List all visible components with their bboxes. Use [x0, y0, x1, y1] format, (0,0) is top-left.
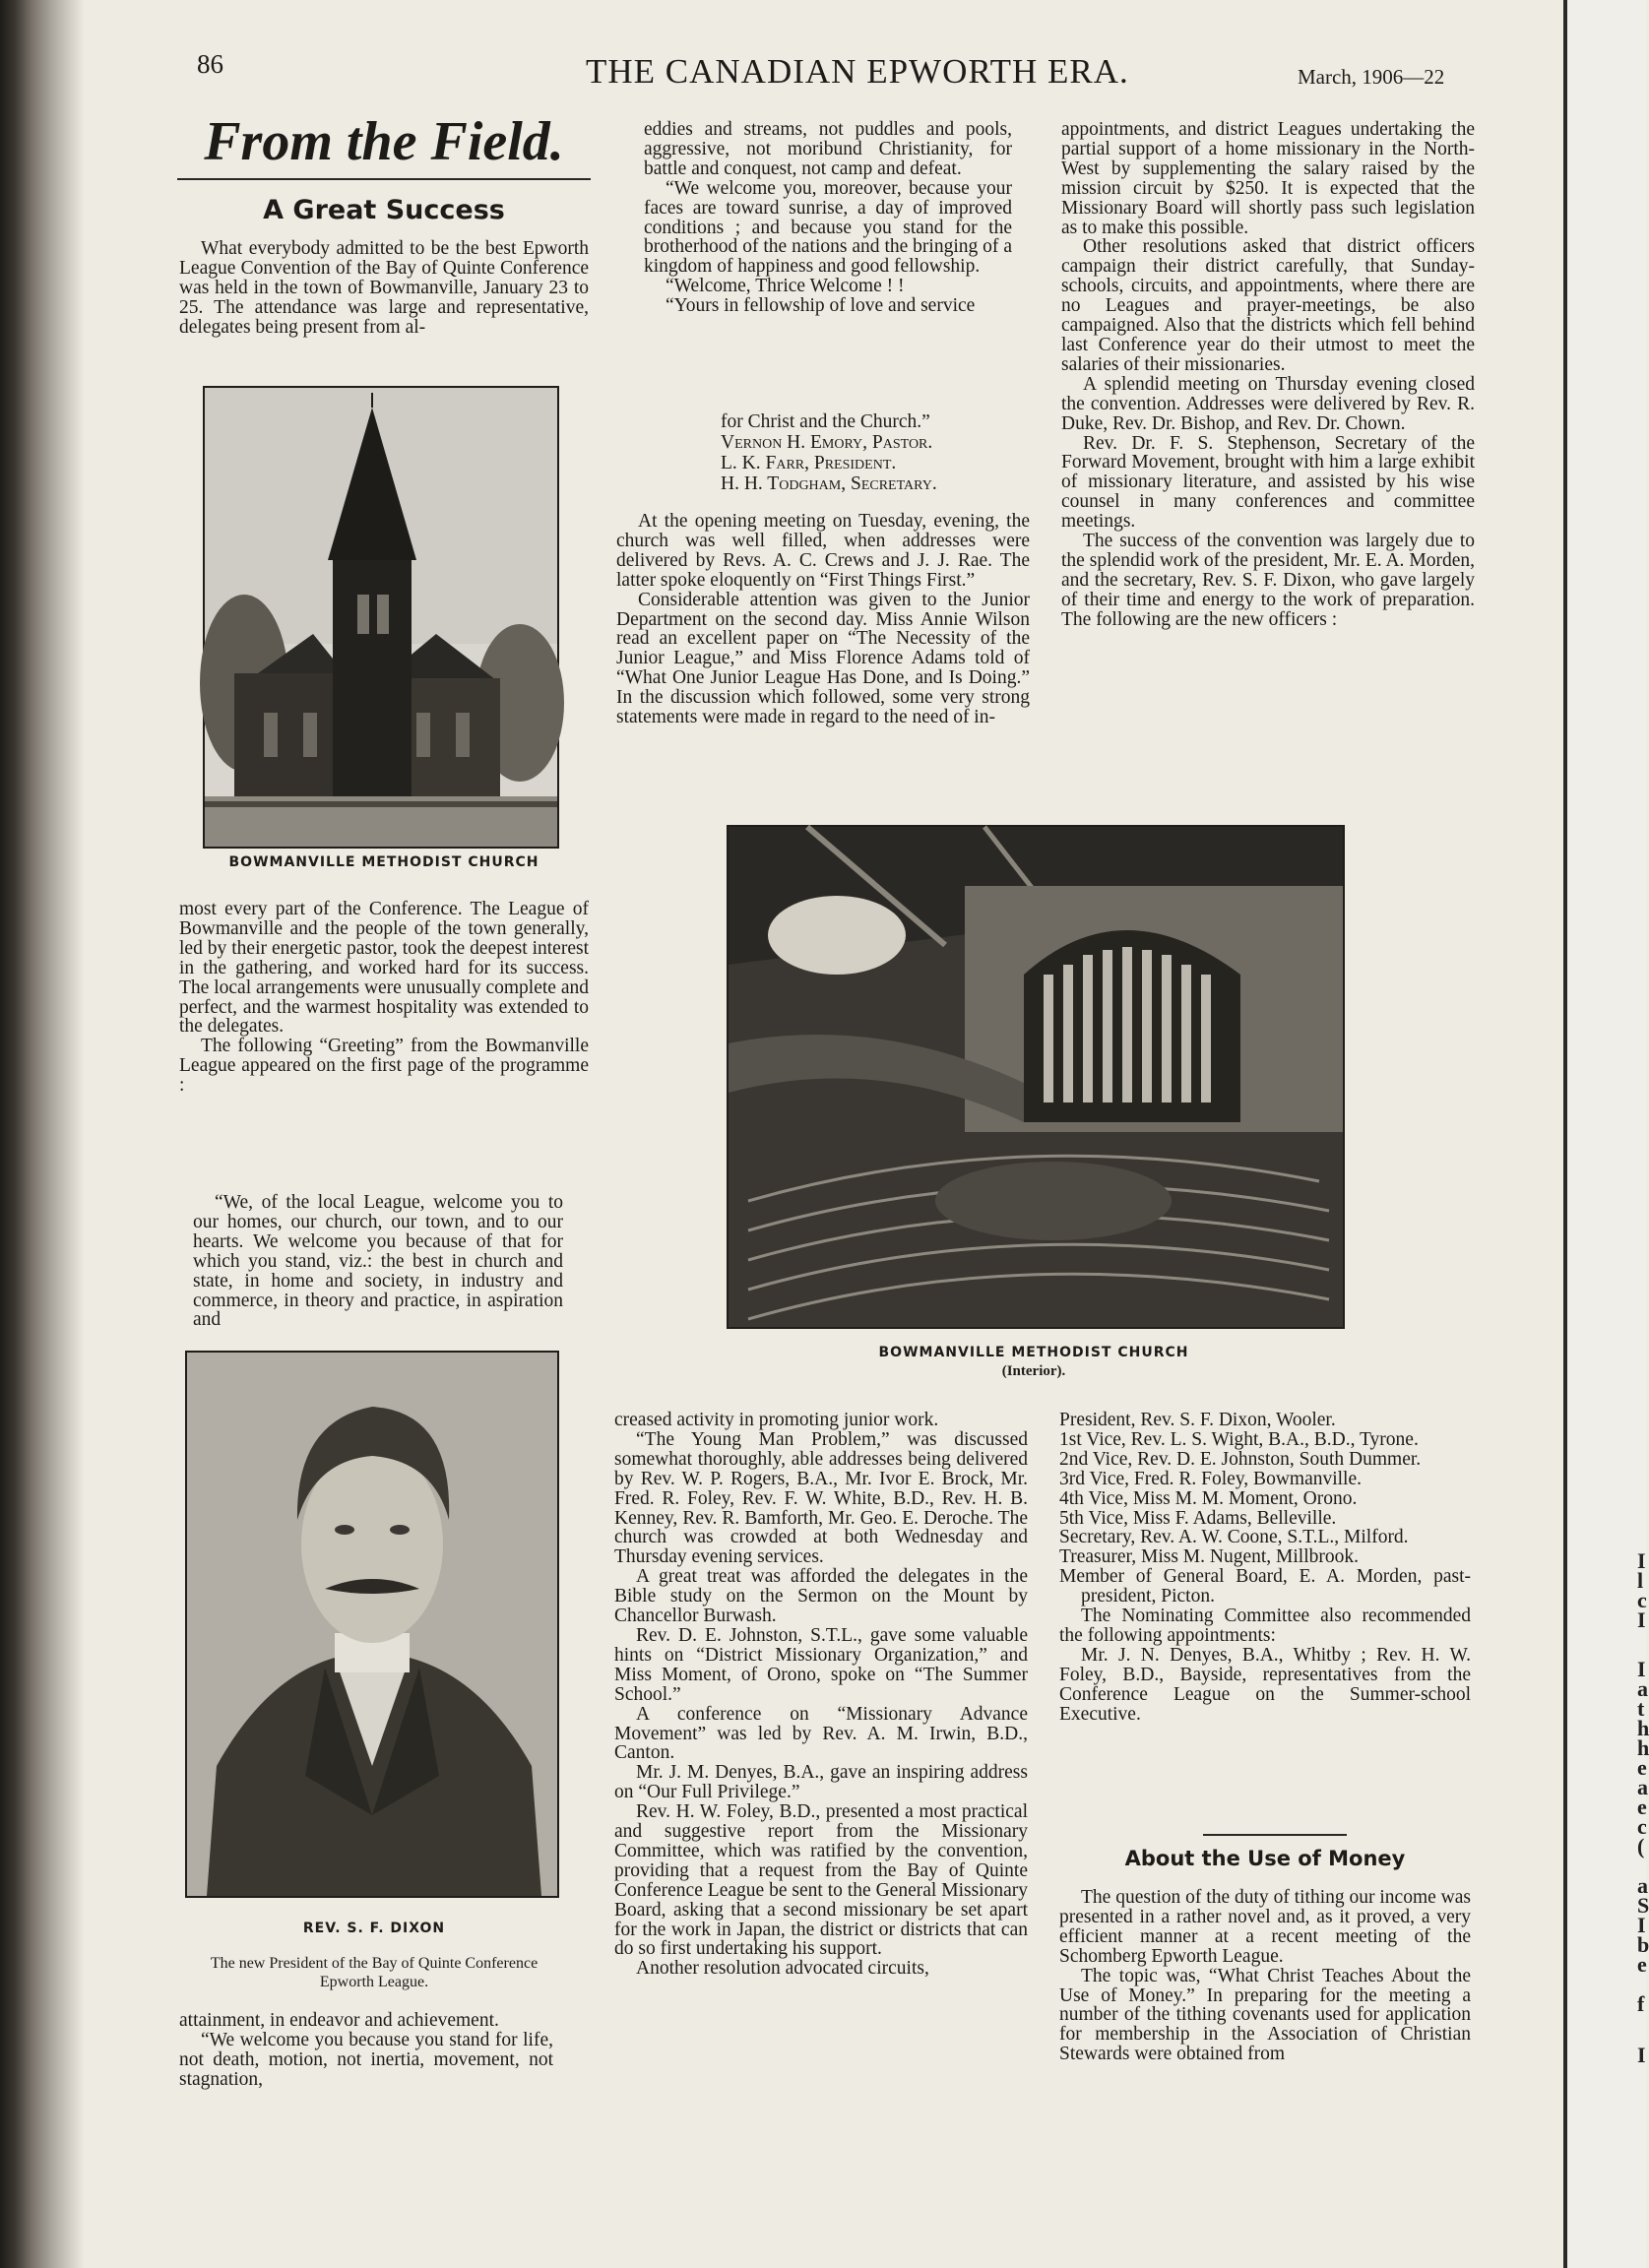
paragraph: Mr. J. M. Denyes, B.A., gave an inspiring address on “Our Full Privilege.” [614, 1762, 1028, 1803]
edge-letter: e [1637, 1755, 1647, 1780]
dixon-portrait-photo [185, 1351, 559, 1898]
page-gutter [1563, 0, 1567, 2268]
edge-letter: t [1637, 1696, 1645, 1721]
edge-letter: I [1637, 1913, 1646, 1937]
paragraph: A great treat was afforded the delegates in the Bible study on the Sermon on the Mount by Chancellor Burwash. [614, 1566, 1028, 1627]
dixon-caption: REV. S. F. DIXON [302, 1921, 446, 1936]
paragraph: Rev. H. W. Foley, B.D., presented a most practical and suggestive report from the Missionary Committee, which was ratified by the convention, providing that a request from the Bay of Quinte Conference League be sent to the General Missionary Board, asking that a second missionary be set apart for the work in Japan, the district or districts that can do so first undertaking his support. [614, 1801, 1028, 1960]
column1-bottom [179, 2011, 553, 2090]
paragraph: attainment, in endeavor and achievement. [179, 2010, 499, 2031]
officer-entry: 3rd Vice, Fred. R. Foley, Bowmanville. [1059, 1468, 1363, 1489]
column2-bottom [614, 1411, 1028, 1979]
paragraph: appointments, and district Leagues undertaking the partial support of a home missionary in the North-West by supplementing the salary raised by the mission circuit by $250. It is expected that the Missionary Board will shortly pass such legislation as to make this possible. [1061, 119, 1475, 238]
paragraph: Another resolution advocated circuits, [636, 1958, 929, 1980]
paragraph: What everybody admitted to be the best Epworth League Convention of the Bay of Quinte Conference was held in the town of Bowmanville, January 23 to 25. The attendance was large and representative, delegates being present from al- [179, 238, 589, 338]
facing-page-edge [1567, 0, 1646, 2268]
magazine-title: THE CANADIAN EPWORTH ERA. [586, 52, 1129, 91]
article-title: A Great Success [263, 195, 505, 225]
paragraph: Mr. J. N. Denyes, B.A., Whitby ; Rev. H. W. Foley, B.D., Bayside, representatives from the Conference League on the Summer-school Executive. [1059, 1644, 1471, 1725]
signature-line: Vernon H. Emory, Pastor. [721, 432, 933, 453]
edge-letter: h [1637, 1735, 1649, 1760]
officer-entry: 4th Vice, Miss M. M. Moment, Orono. [1059, 1487, 1358, 1509]
paragraph: “The Young Man Problem,” was discussed somewhat thoroughly, able addresses being delivered by Rev. W. P. Rogers, B.A., Mr. Ivor E. Brock, Mr. Fred. R. Foley, Rev. F. W. White, B.D., Rev. H. B. Kenney, Rev. R. Bamforth, Mr. Geo. E. Deroche. The church was crowded at both Wednesday and Thursday evening services. [614, 1428, 1028, 1568]
edge-letter: e [1637, 1952, 1647, 1977]
edge-letter: I [1637, 1548, 1646, 1573]
paragraph: The question of the duty of tithing our income was presented in a rather novel and, as it proved, a very efficient manner at a recent meeting of the Schomberg Epworth League. [1059, 1887, 1471, 1967]
edge-letter: I [1637, 1607, 1646, 1632]
column2-top [644, 120, 1012, 316]
edge-letter: f [1637, 1991, 1645, 2016]
page-number: 86 [197, 49, 223, 79]
paragraph: “We welcome you, moreover, because your faces are toward sunrise, a day of improved conditions ; and because you stand for the brotherhood of the nations and the bringing of a kingdom of happiness and good fellowship. [644, 177, 1012, 278]
edge-letter: a [1637, 1775, 1648, 1799]
column1-middle [179, 900, 589, 1096]
paragraph: “We welcome you because you stand for life, not death, motion, not inertia, movement, not stagnation, [179, 2029, 553, 2090]
signature-line: L. K. Farr, President. [721, 453, 897, 473]
officer-entry: 1st Vice, Rev. L. S. Wight, B.A., B.D., Tyrone. [1059, 1428, 1419, 1450]
paragraph: Rev. D. E. Johnston, S.T.L., gave some valuable hints on “District Missionary Organization,” and Miss Moment, of Orono, spoke on “The Summer School.” [614, 1624, 1028, 1705]
edge-letter: c [1637, 1588, 1647, 1612]
edge-letter: ( [1637, 1834, 1645, 1858]
edge-letter: c [1637, 1814, 1647, 1839]
edge-letter: l [1637, 1568, 1644, 1593]
officer-entry: 2nd Vice, Rev. D. E. Johnston, South Dummer. [1059, 1448, 1422, 1470]
edge-letter: I [1637, 2043, 1646, 2067]
paragraph: The success of the convention was largely due to the splendid work of the president, Mr. E. A. Morden, and the secretary, Rev. S. F. Dixon, who gave largely of their time and energy to the work of preparation. The following are the new officers : [1061, 531, 1475, 630]
edge-letter: e [1637, 1795, 1647, 1819]
paragraph: The topic was, “What Christ Teaches About the Use of Money.” In preparing for the meeting a number of the tithing covenants used for application for membership in the Association of Christian Stewards were obtained from [1059, 1965, 1471, 2065]
paragraph: At the opening meeting on Tuesday, evening, the church was well filled, when addresses were delivered by Revs. A. C. Crews and J. J. Rae. The latter spoke eloquently on “First Things First.” [616, 511, 1030, 591]
greeting-signature [721, 411, 1012, 494]
issue-date: March, 1906—22 [1298, 65, 1445, 89]
edge-letter: a [1637, 1873, 1648, 1898]
signature-line: for Christ and the Church.” [721, 411, 930, 432]
officer-entry: President, Rev. S. F. Dixon, Wooler. [1059, 1410, 1336, 1430]
church-interior-subcaption: (Interior). [1001, 1363, 1066, 1379]
section-title-rule [177, 178, 591, 180]
church-exterior-photo [203, 386, 559, 849]
article-divider [1203, 1834, 1347, 1836]
column1-intro [179, 239, 589, 338]
edge-letter: I [1637, 1657, 1646, 1681]
greeting-quote [193, 1193, 563, 1330]
article2-body [1059, 1888, 1471, 2064]
paragraph: eddies and streams, not puddles and pools, aggressive, not moribund Christianity, for battle and conquest, not camp and defeat. [644, 119, 1012, 179]
officer-entry: Treasurer, Miss M. Nugent, Millbrook. [1059, 1546, 1359, 1568]
officer-entry: Secretary, Rev. A. W. Coone, S.T.L., Milford. [1059, 1527, 1409, 1548]
church-interior-caption: BOWMANVILLE METHODIST CHURCH [878, 1345, 1189, 1360]
signature-line: H. H. Todgham, Secretary. [721, 473, 937, 494]
church-exterior-caption: BOWMANVILLE METHODIST CHURCH [228, 854, 539, 870]
officer-entry: Member of General Board, E. A. Morden, past-president, Picton. [1059, 1566, 1471, 1607]
column3-top [1061, 120, 1475, 630]
book-binding-edge [0, 0, 85, 2268]
paragraph: creased activity in promoting junior work. [614, 1410, 939, 1430]
paragraph: “We, of the local League, welcome you to our homes, our church, our town, and to our hearts. We welcome you because of that for which you stand, viz.: the best in church and state, in home and society, in industry and commerce, in theory and practice, in aspiration and [193, 1192, 563, 1331]
church-interior-photo [727, 825, 1345, 1329]
edge-letter: a [1637, 1676, 1648, 1701]
article2-title: About the Use of Money [1124, 1847, 1406, 1870]
paragraph: Other resolutions asked that district officers campaign their district carefully, that Sunday-schools, circuits, and appointments, where there are no Leagues and prayer-meetings, be also campaigned. Also that the districts which fell behind last Conference year do their utmost to meet the salaries of their missionaries. [1061, 236, 1475, 375]
paragraph: “Yours in fellowship of love and service [666, 295, 976, 317]
paragraph: Rev. Dr. F. S. Stephenson, Secretary of the Forward Movement, brought with him a large exhibit of missionary literature, and assisted by his wise counsel in many conferences and committee meetings. [1061, 432, 1475, 533]
paragraph: A splendid meeting on Thursday evening closed the convention. Addresses were delivered by Rev. R. Duke, Rev. Dr. Bishop, and Rev. Dr. Chown. [1061, 373, 1475, 434]
section-title: From the Field. [204, 111, 564, 172]
officer-entry: 5th Vice, Miss F. Adams, Belleville. [1059, 1507, 1337, 1529]
paragraph: A conference on “Missionary Advance Movement” was led by Rev. A. M. Irwin, B.D., Canton. [614, 1703, 1028, 1764]
paragraph: most every part of the Conference. The League of Bowmanville and the people of the town generally, led by their energetic pastor, took the deepest interest in the gathering, and worked hard for its success. The local arrangements were unusually complete and perfect, and the warmest hospitality was extended to the delegates. [179, 899, 589, 1038]
column2-after-signature [616, 512, 1030, 727]
paragraph: The following “Greeting” from the Bowmanville League appeared on the first page of the programme : [179, 1036, 589, 1097]
edge-letter: S [1637, 1893, 1649, 1918]
paragraph: “Welcome, Thrice Welcome ! ! [666, 276, 905, 297]
officers-list [1059, 1411, 1471, 1725]
edge-letter: b [1637, 1932, 1649, 1957]
paragraph: Considerable attention was given to the Junior Department on the second day. Miss Annie Wilson read an excellent paper on “The Necessity of the Junior League,” and Miss Florence Adams told of “What One Junior League Has Done, and Is Doing.” In the discussion which followed, some very strong statements were made in regard to the need of in- [616, 589, 1030, 728]
dixon-subcaption: The new President of the Bay of Quinte Conference Epworth League. [210, 1955, 539, 1990]
edge-letter: h [1637, 1716, 1649, 1740]
paragraph: The Nominating Committee also recommended the following appointments: [1059, 1606, 1471, 1646]
